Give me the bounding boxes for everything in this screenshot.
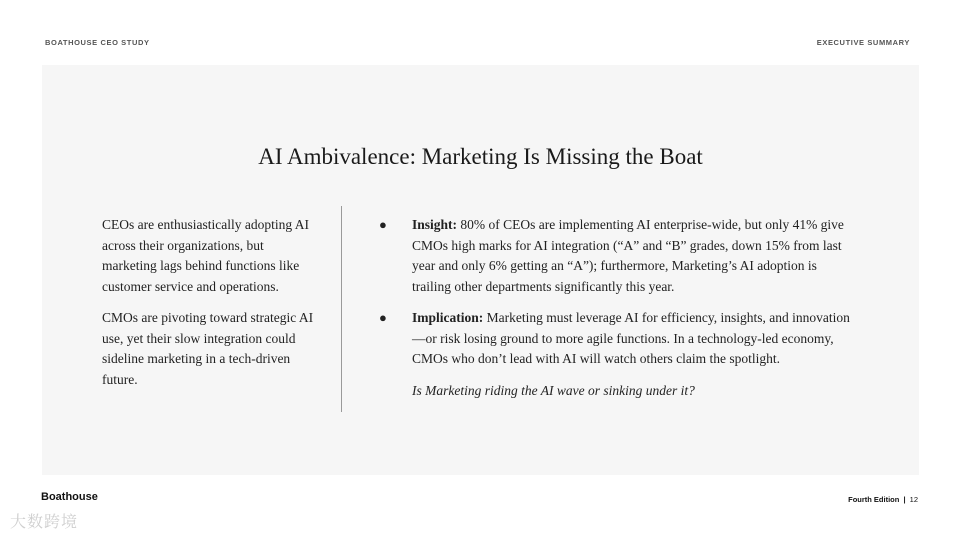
slide-title: AI Ambivalence: Marketing Is Missing the Boat: [258, 144, 703, 169]
footer-edition: [848, 495, 918, 504]
bullet-text: 80% of CEOs are implementing AI enterprise-wide, but only 41% give CMOs high marks for AI integration (“A” and “B” grades, down 15% from last year and only 6% getting an “A”); furthermore, Marketing’s AI adoption is trailing other departments significantly this year.: [412, 217, 844, 294]
content-panel: [42, 65, 919, 475]
bullet-dot-icon: ●: [379, 310, 387, 325]
column-divider: [341, 206, 342, 412]
bullet-label: Implication:: [412, 310, 484, 325]
page-number: 12: [909, 495, 918, 504]
bullet-label: Insight:: [412, 217, 458, 232]
report-name: BOATHOUSE CEO STUDY: [45, 38, 150, 47]
details-column: [379, 215, 859, 401]
bullet-dot-icon: ●: [379, 217, 387, 232]
brand-logo: Boathouse: [41, 491, 98, 503]
summary-paragraph: CMOs are pivoting toward strategic AI use, yet their slow integration could sideline marketing in a tech-driven future.: [102, 310, 314, 387]
watermark-text: 大数跨境: [10, 512, 79, 531]
footer-separator: |: [903, 495, 906, 504]
closing-question: Is Marketing riding the AI wave or sinking under it?: [412, 382, 695, 398]
edition-label: Fourth Edition: [848, 495, 900, 504]
insight-bullet: [379, 215, 859, 297]
summary-paragraph: CEOs are enthusiastically adopting AI across their organizations, but marketing lags behind functions like customer service and operations.: [102, 217, 309, 294]
section-label: EXECUTIVE SUMMARY: [816, 38, 910, 47]
summary-column: [102, 215, 317, 401]
bullet-text: Marketing must leverage AI for efficiency, insights, and innovation—or risk losing ground to more agile functions. In a technology-led economy, CMOs who don’t lead with AI will watch others claim the spotlight.: [412, 310, 850, 366]
implication-bullet: [379, 308, 859, 370]
watermark: [10, 509, 78, 532]
